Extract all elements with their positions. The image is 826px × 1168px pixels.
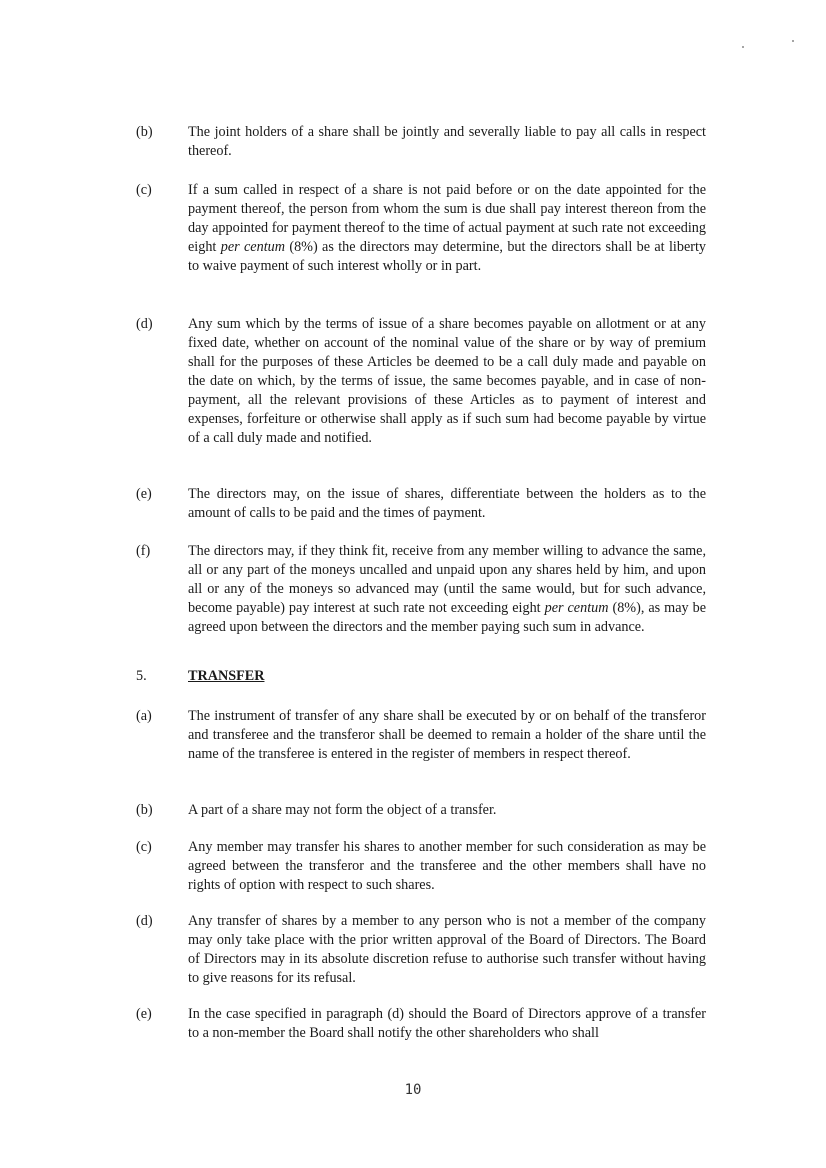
clause-label: (b) xyxy=(136,124,153,140)
clause-label: (e) xyxy=(136,486,152,502)
section-title: TRANSFER xyxy=(188,668,265,684)
clause-text-part: If a sum called in respect of a share is not paid before or on the date appointed for the payment thereof, the person from whom the sum is due shall pay interest thereon from the day appointed for payment thereof to the time of actual payment at such rate not exceeding eight xyxy=(188,182,706,255)
clause-text xyxy=(188,181,706,276)
clause-label: (f) xyxy=(136,543,151,559)
clause-text: Any transfer of shares by a member to any person who is not a member of the company may only take place with the prior written approval of the Board of Directors. The Board of Directors may in its absolute discretion refuse to authorise such transfer without having to give reasons for its refusal. xyxy=(188,913,706,986)
clause-text: Any sum which by the terms of issue of a share becomes payable on allotment or at any fixed date, whether on account of the nominal value of the share or by way of premium shall for the purposes of these Articles be deemed to be a call duly made and payable on the date on which, by the terms of issue, the same becomes payable, and in case of non-payment, all the relevant provisions of these Articles as to payment of interest and expenses, forfeiture or otherwise shall apply as if such sum had become payable by virtue of a call duly made and notified. xyxy=(188,316,706,446)
clause-text-part: The directors may, if they think fit, receive from any member willing to advance the same, all or any part of the moneys uncalled and unpaid upon any shares held by him, and upon all or any of the moneys so advanced may (until the same would, but for such advance, become payable) pay interest at such rate not exceeding eight xyxy=(188,543,706,616)
page-number: 10 xyxy=(404,1082,422,1098)
section-number: 5. xyxy=(136,668,147,684)
scan-speck xyxy=(792,40,794,42)
clause-text: In the case specified in paragraph (d) should the Board of Directors approve of a transfer to a non-member the Board shall notify the other shareholders who shall xyxy=(188,1006,706,1041)
clause-text: The directors may, on the issue of shares, differentiate between the holders as to the amount of calls to be paid and the times of payment. xyxy=(188,486,706,521)
clause-text xyxy=(188,542,706,637)
clause-label: (d) xyxy=(136,913,153,929)
clause-label: (e) xyxy=(136,1006,152,1022)
clause-label: (a) xyxy=(136,708,152,724)
clause-text: The joint holders of a share shall be jointly and severally liable to pay all calls in respect thereof. xyxy=(188,124,706,159)
latin-term: per centum xyxy=(544,600,609,616)
latin-term: per centum xyxy=(220,239,285,255)
clause-text-part: (8%), as may be agreed upon between the directors and the member paying such sum in advance. xyxy=(188,600,706,635)
clause-label: (c) xyxy=(136,182,152,198)
clause-text-part: (8%) as the directors may determine, but the directors shall be at liberty to waive payment of such interest wholly or in part. xyxy=(188,239,707,274)
clause-label: (c) xyxy=(136,839,152,855)
clause-text: Any member may transfer his shares to another member for such consideration as may be agreed between the transferor and the transferee and the other members shall have no rights of option with respect to such shares. xyxy=(188,839,706,893)
clause-text: The instrument of transfer of any share shall be executed by or on behalf of the transferor and transferee and the transferor shall be deemed to remain a holder of the share until the name of the transferee is entered in the register of members in respect thereof. xyxy=(188,708,706,762)
clause-label: (d) xyxy=(136,316,153,332)
clause-label: (b) xyxy=(136,802,153,818)
scan-speck xyxy=(742,46,744,48)
clause-text: A part of a share may not form the object of a transfer. xyxy=(188,802,497,818)
